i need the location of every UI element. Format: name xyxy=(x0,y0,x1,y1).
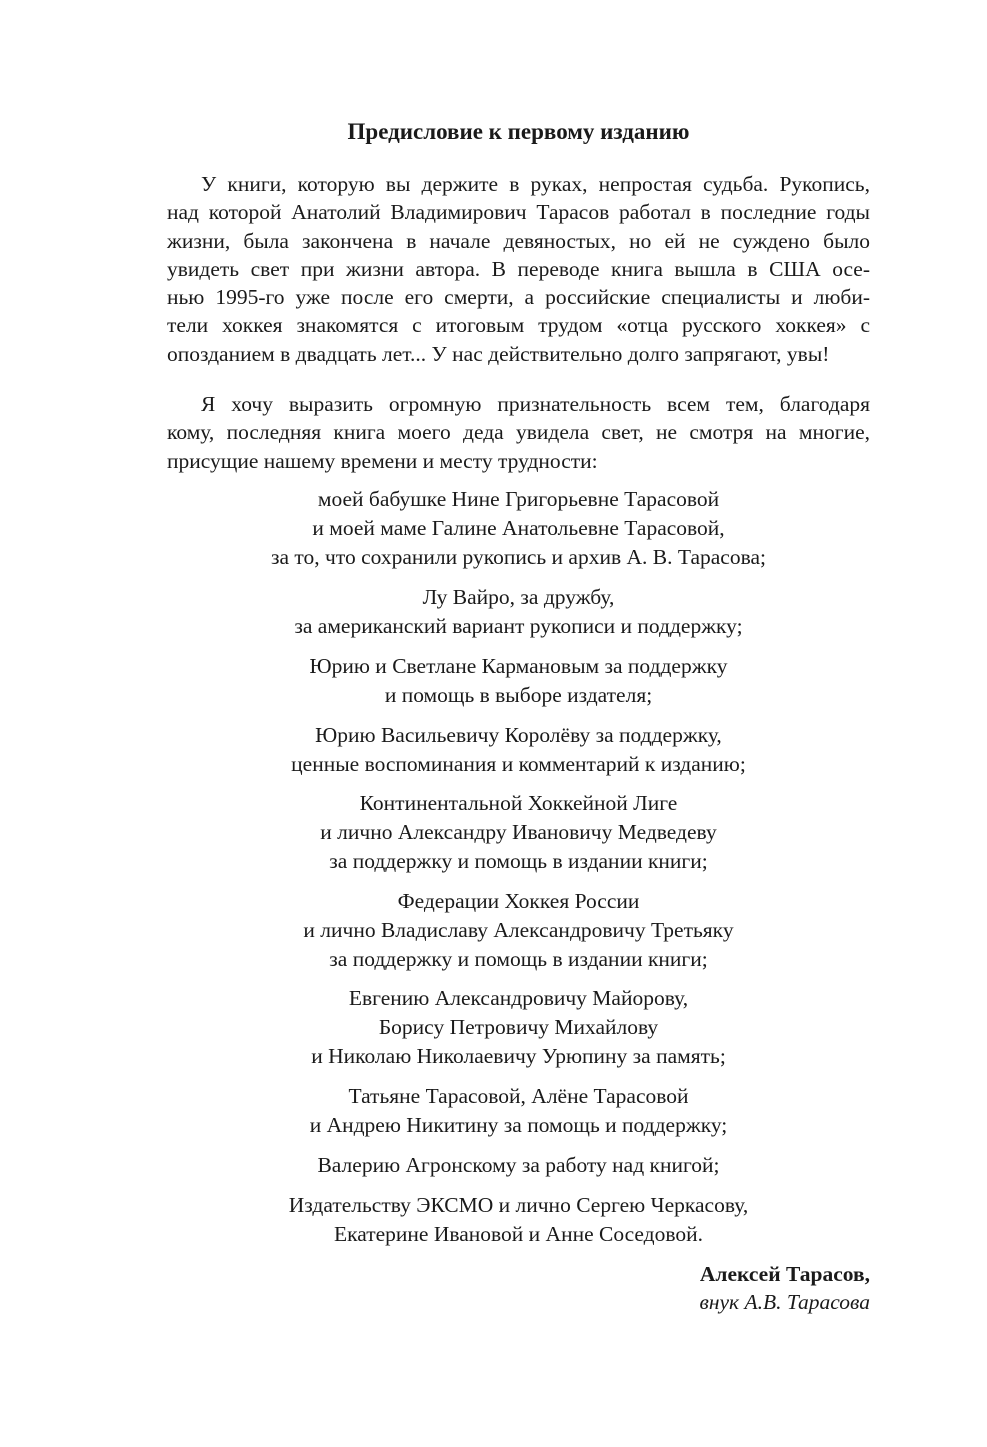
text-line: тели хоккея знакомятся с итоговым трудом «отца русского хоккея» с xyxy=(167,313,870,338)
ack-line: Борису Петровичу Михайлову xyxy=(378,1014,659,1039)
ack-line: Юрию Васильевичу Королёву за поддержку, xyxy=(315,723,722,747)
acknowledgement-item xyxy=(167,583,870,641)
signature-role: внук А.В. Тарасова xyxy=(699,1290,870,1314)
ack-line: ценные воспоминания и комментарий к изданию; xyxy=(291,751,746,776)
ack-line: Федерации Хоккея России xyxy=(397,889,640,913)
text-line: кому, последняя книга моего деда увидела свет, не смотря на многие, xyxy=(167,420,870,445)
text-line: присущие нашему времени и месту трудности: xyxy=(167,448,598,473)
ack-line: Континентальной Хоккейной Лиге xyxy=(359,791,678,815)
ack-line: за американский вариант рукописи и поддержку; xyxy=(294,613,743,638)
text-line: У книги, которую вы держите в руках, непростая судьба. Рукопись, xyxy=(201,172,870,196)
text-line: увидеть свет при жизни автора. В переводе книга вышла в США осе- xyxy=(167,256,870,281)
ack-line: и Николаю Николаевичу Урюпину за память; xyxy=(311,1043,726,1068)
ack-line: за то, что сохранили рукопись и архив А. В. Тарасова; xyxy=(271,544,766,569)
gratitude-paragraph xyxy=(167,390,870,475)
text-line: Я хочу выразить огромную признательность всем тем, благодаря xyxy=(201,392,870,416)
acknowledgement-item xyxy=(167,1082,870,1140)
ack-line: Валерию Агронскому за работу над книгой; xyxy=(317,1153,720,1177)
acknowledgement-item xyxy=(167,984,870,1070)
intro-paragraph xyxy=(167,170,870,368)
acknowledgement-item xyxy=(167,652,870,710)
acknowledgement-item xyxy=(167,1151,870,1180)
acknowledgement-item xyxy=(167,485,870,571)
ack-line: и лично Владиславу Александровичу Третьяку xyxy=(303,917,734,942)
ack-line: Евгению Александровичу Майорову, xyxy=(348,986,689,1010)
acknowledgement-item xyxy=(167,887,870,973)
acknowledgement-item xyxy=(167,1191,870,1249)
ack-line: моей бабушке Нине Григорьевне Тарасовой xyxy=(317,487,720,511)
ack-line: Лу Вайро, за дружбу, xyxy=(422,585,615,609)
text-line: над которой Анатолий Владимирович Тарасов работал в последние годы xyxy=(167,200,870,225)
signature-name: Алексей Тарасов, xyxy=(699,1262,870,1286)
ack-line: и лично Александру Ивановичу Медведеву xyxy=(320,819,717,844)
ack-line: за поддержку и помощь в издании книги; xyxy=(329,946,708,971)
ack-line: Юрию и Светлане Кармановым за поддержку xyxy=(309,654,728,678)
acknowledgement-item xyxy=(167,789,870,875)
ack-line: и помощь в выборе издателя; xyxy=(384,682,653,707)
text-line: нью 1995-го уже после его смерти, а российские специалисты и люби- xyxy=(167,285,870,310)
ack-line: за поддержку и помощь в издании книги; xyxy=(329,848,708,873)
page-title: Предисловие к первому изданию xyxy=(347,119,690,144)
ack-line: Издательству ЭКСМО и лично Сергею Черкасову, xyxy=(288,1193,749,1217)
ack-line: и моей маме Галине Анатольевне Тарасовой, xyxy=(312,515,725,540)
ack-line: Татьяне Тарасовой, Алёне Тарасовой xyxy=(348,1084,689,1108)
ack-line: Екатерине Ивановой и Анне Соседовой. xyxy=(333,1221,704,1246)
text-line: жизни, была закончена в начале девяностых, но ей не суждено было xyxy=(167,228,870,253)
acknowledgement-item xyxy=(167,721,870,779)
text-line: опозданием в двадцать лет... У нас действительно долго запрягают, увы! xyxy=(167,341,830,366)
ack-line: и Андрею Никитину за помощь и поддержку; xyxy=(309,1112,728,1137)
